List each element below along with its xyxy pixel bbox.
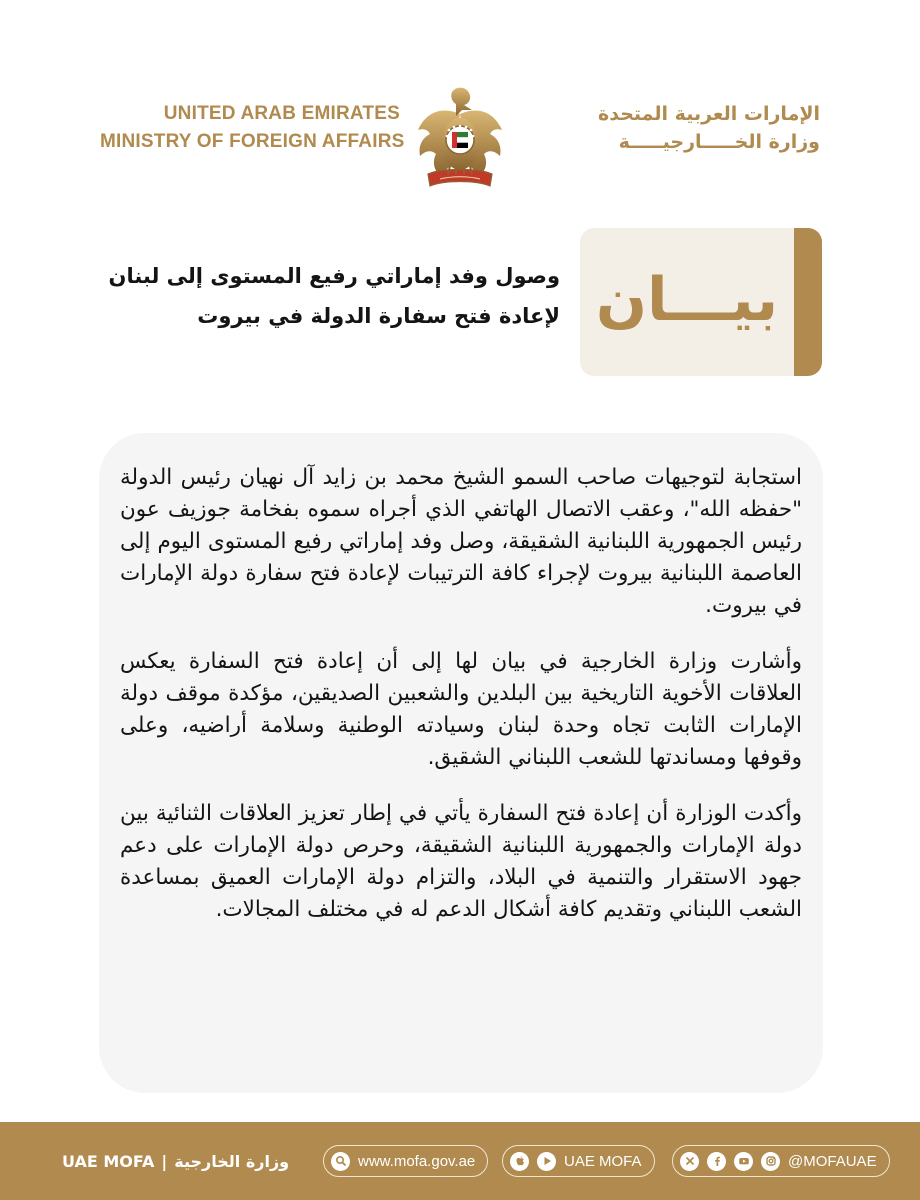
statement-label: بيـــان [595,265,779,335]
uae-emblem-logo [412,84,508,194]
play-icon[interactable] [537,1152,556,1171]
body-paragraph-3: وأكدت الوزارة أن إعادة فتح السفارة يأتي في إطار تعزيز العلاقات الثنائية بين دولة الإمارات والجمهورية اللبنانية الشقيقة، وحرص دولة الإمارات على دعم جهود الاستقرار والتنمية في البلاد، والتزام دولة الإمارات العميق بمساعدة الشعب اللبناني وتقديم كافة أشكال الدعم له في مختلف المجالات. [120,801,802,922]
ministry-name-arabic [520,100,820,156]
ministry-name-english [100,100,405,156]
x-icon[interactable] [680,1152,699,1171]
youtube-icon[interactable] [734,1152,753,1171]
ministry-name-en: MINISTRY OF FOREIGN AFFAIRS [100,131,405,152]
footer-brand [62,1145,289,1177]
instagram-icon[interactable] [761,1152,780,1171]
footer-brand-separator: | [161,1151,168,1171]
social-links[interactable] [672,1145,890,1177]
social-handle: @MOFAUAE [788,1152,877,1170]
footer-brand-en: UAE MOFA [62,1151,155,1171]
headline-line-1: وصول وفد إماراتي رفيع المستوى إلى لبنان [108,264,560,288]
country-name-en: UNITED ARAB EMIRATES [163,103,400,124]
headline-line-2: لإعادة فتح سفارة الدولة في بيروت [197,304,560,328]
body-paragraph-1: استجابة لتوجيهات صاحب السمو الشيخ محمد بن زايد آل نهيان رئيس الدولة "حفظه الله"، وعقب الاتصال الهاتفي الذي أجراه سموه بفخامة جوزيف عون رئيس الجمهورية اللبنانية الشقيقة، وصل وفد إماراتي رفيع المستوى اليوم إلى العاصمة اللبنانية بيروت لإجراء كافة الترتيبات لإعادة فتح سفارة دولة الإمارات في بيروت. [120,465,802,618]
app-link[interactable] [502,1145,655,1177]
website-url: www.mofa.gov.ae [358,1152,476,1170]
apple-icon[interactable] [510,1152,529,1171]
ministry-name-ar: وزارة الخـــــارجيـــــة [618,131,820,153]
title-accent-bar [794,228,822,376]
body-paragraph-2: وأشارت وزارة الخارجية في بيان لها إلى أن إعادة فتح السفارة يعكس العلاقات الأخوية التاريخية بين البلدين والشعبين الصديقين، مؤكدة موقف دولة الإمارات الثابت تجاه وحدة لبنان وسيادته الوطنية وسلامة أراضيه، وعلى وقوفها ومساندتها للشعب اللبناني الشقيق. [120,649,802,770]
statement-body-text [120,462,802,950]
footer-bar [0,1122,920,1200]
facebook-icon[interactable] [707,1152,726,1171]
country-name-ar: الإمارات العربية المتحدة [598,103,820,125]
website-link[interactable] [323,1145,488,1177]
headline [108,256,560,336]
app-name: UAE MOFA [564,1152,642,1170]
footer-brand-ar: وزارة الخارجية [174,1151,290,1171]
search-icon [331,1152,350,1171]
statement-title-panel [580,228,822,376]
